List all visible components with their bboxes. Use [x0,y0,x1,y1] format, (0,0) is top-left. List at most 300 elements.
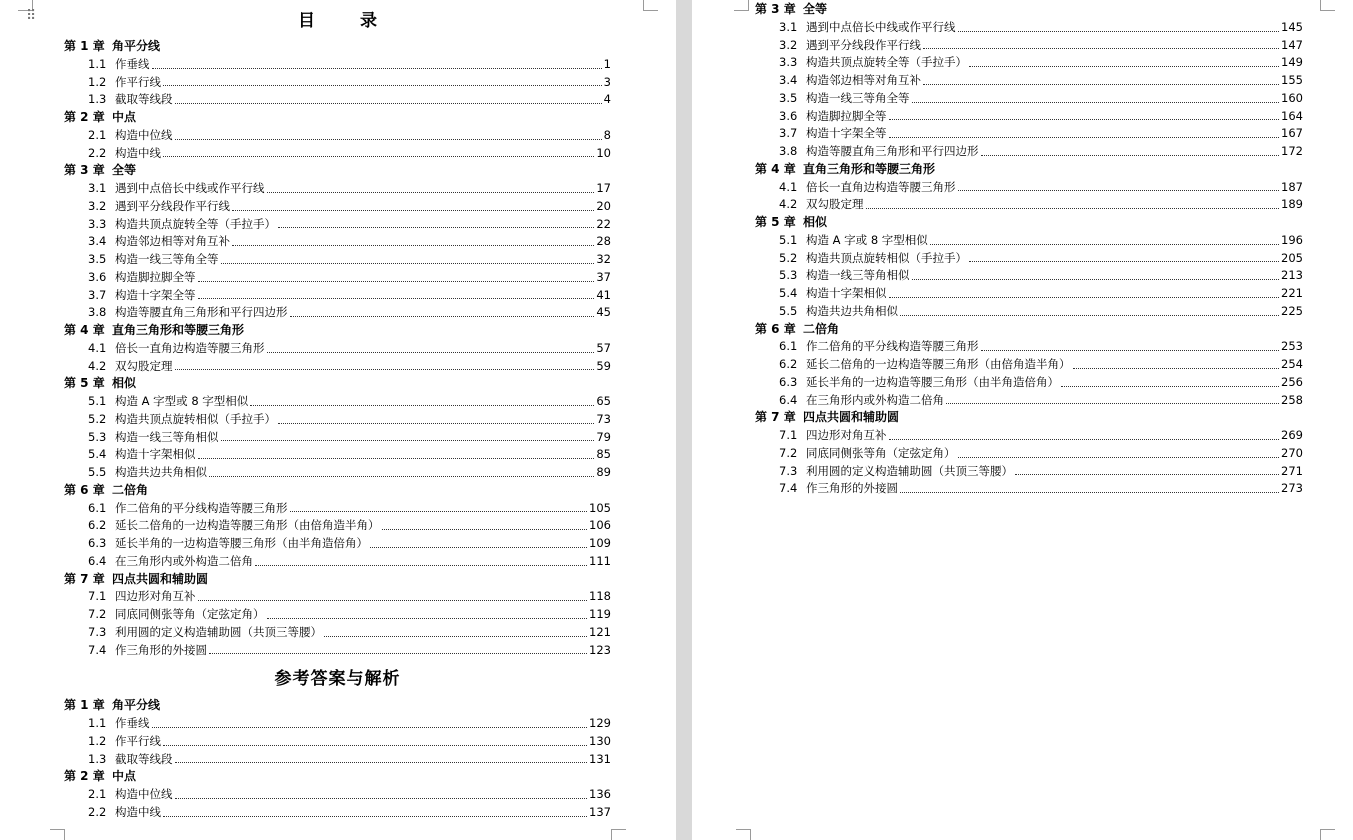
page-number: 129 [589,716,611,730]
toc-entry[interactable] [64,145,611,163]
section-title: 构造十字架全等 [115,287,196,302]
toc-entry[interactable] [64,624,611,642]
dot-leader [1015,463,1279,476]
toc-entry[interactable] [755,427,1303,445]
dot-leader [267,180,595,193]
section-title: 构造中线 [115,145,161,160]
toc-chapter-heading[interactable] [64,571,611,589]
toc-entry[interactable] [64,180,611,198]
section-number: 3.6 [779,108,798,123]
dot-leader [163,804,587,817]
dot-leader [923,37,1279,50]
page-number: 41 [596,287,611,302]
section-number: 6.4 [779,392,798,407]
page-number: 123 [589,642,611,657]
section-number: 4.1 [88,340,107,355]
section-number: 6.3 [779,374,798,389]
toc-entry[interactable] [64,553,611,571]
toc-entry[interactable] [755,143,1303,161]
margin-corner-mark [736,829,751,840]
page-number: 196 [1281,232,1303,247]
toc-entry[interactable] [755,392,1303,410]
page-number: 109 [589,536,611,550]
page-number: 65 [596,394,611,408]
toc-entry[interactable] [755,285,1303,303]
section-title: 构造脚拉脚全等 [806,108,887,123]
dot-leader [278,411,594,424]
section-title: 遇到平分线段作平行线 [115,198,230,213]
toc-entry[interactable] [64,606,611,624]
section-number: 5.1 [88,394,107,408]
page-number: 17 [596,181,611,195]
section-number: 3.4 [88,234,107,249]
page-number: 73 [596,411,611,426]
page-number: 172 [1281,144,1303,158]
dot-leader [175,751,588,764]
answers-section-title: 参考答案与解析 [274,669,401,690]
toc-chapter-heading[interactable] [755,1,1303,19]
page-number: 256 [1281,374,1303,389]
table-of-contents-right [755,1,1303,498]
page-number: 119 [589,607,611,621]
section-number: 2.1 [88,127,107,142]
page-number: 45 [596,305,611,320]
chapter-number: 第 6 章 [64,482,105,497]
page-number: 253 [1281,339,1303,354]
page-number: 37 [596,269,611,284]
section-number: 5.1 [779,232,798,247]
dot-leader [923,72,1279,85]
section-title: 构造邻边相等对角互补 [115,234,230,249]
toc-title: 目 录 [298,11,391,31]
section-title: 延长半角的一边构造等腰三角形（由半角造倍角） [806,374,1059,389]
section-number: 3.3 [88,216,107,231]
page-number: 130 [589,733,611,748]
dot-leader [900,480,1279,493]
section-title: 同底同侧张等角（定弦定角） [115,607,265,621]
toc-entry[interactable] [755,125,1303,143]
page-number: 269 [1281,428,1303,442]
chapter-number: 第 3 章 [755,2,796,16]
toc-entry[interactable] [64,198,611,216]
toc-entry[interactable] [64,804,611,822]
toc-entry[interactable] [64,786,611,804]
page-number: 137 [589,804,611,819]
dot-leader [889,108,1280,121]
chapter-title: 四点共圆和辅助圆 [803,410,900,425]
chapter-title: 中点 [112,110,137,124]
dot-leader [163,733,587,746]
toc-entry[interactable] [64,733,611,751]
toc-entry[interactable] [755,54,1303,72]
page-number: 28 [596,234,611,249]
section-title: 同底同侧张等角（定弦定角） [806,445,956,460]
page-number: 79 [596,429,611,444]
dot-leader [370,535,587,548]
toc-entry[interactable] [755,267,1303,285]
chapter-title: 直角三角形和等腰三角形 [112,323,245,337]
section-title: 构造一线三等角全等 [806,90,910,105]
section-title: 作平行线 [115,733,161,748]
page-number: 89 [596,465,611,479]
page-number: 8 [603,127,611,142]
margin-corner-mark [1320,829,1335,840]
toc-entry[interactable] [755,480,1303,498]
chapter-number: 第 7 章 [64,571,105,586]
chapter-title: 二倍角 [803,321,840,336]
dot-leader [175,91,602,104]
section-title: 作三角形的外接圆 [806,481,898,496]
section-title: 截取等线段 [115,751,173,766]
section-number: 7.3 [779,463,798,478]
section-number: 3.2 [88,198,107,213]
chapter-number: 第 1 章 [64,39,105,53]
section-title: 延长二倍角的一边构造等腰三角形（由倍角造半角） [806,357,1071,371]
section-title: 延长半角的一边构造等腰三角形（由半角造倍角） [115,536,368,550]
section-number: 7.2 [88,607,107,621]
section-title: 四边形对角互补 [115,589,196,604]
toc-chapter-heading[interactable] [755,161,1303,179]
dot-leader [232,198,594,211]
toc-chapter-heading[interactable] [755,409,1303,427]
section-number: 6.1 [88,500,107,515]
dot-leader [198,269,595,282]
toc-entry[interactable] [64,269,611,287]
section-title: 双勾股定理 [115,358,173,373]
dot-leader [163,145,594,158]
toc-entry[interactable] [64,751,611,769]
section-title: 构造中位线 [115,787,173,801]
section-number: 7.1 [779,428,798,442]
toc-chapter-heading[interactable] [64,162,611,180]
toc-entry[interactable] [64,91,611,109]
page-number: 187 [1281,179,1303,194]
section-number: 4.2 [88,358,107,373]
section-title: 双勾股定理 [806,197,864,212]
page-number: 105 [589,500,611,515]
toc-entry[interactable] [755,19,1303,37]
toc-chapter-heading[interactable] [64,322,611,340]
dot-leader [981,338,1280,351]
section-number: 3.6 [88,269,107,284]
toc-entry[interactable] [755,37,1303,55]
section-number: 1.3 [88,92,107,107]
section-number: 5.2 [779,250,798,265]
section-title: 构造脚拉脚全等 [115,269,196,284]
section-number: 1.3 [88,751,107,766]
section-number: 1.1 [88,56,107,71]
toc-chapter-heading[interactable] [64,482,611,500]
toc-entry[interactable] [755,232,1303,250]
page-number: 4 [603,92,611,107]
toc-entry[interactable] [755,303,1303,321]
section-title: 构造一线三等角相似 [115,429,219,444]
chapter-title: 角平分线 [112,39,161,53]
section-number: 3.5 [779,90,798,105]
toc-chapter-heading[interactable] [64,375,611,393]
page-number: 22 [596,216,611,231]
dot-leader [981,143,1280,156]
chapter-title: 全等 [112,163,137,178]
section-number: 5.5 [779,303,798,318]
toc-chapter-heading[interactable] [755,214,1303,232]
dot-leader [958,179,1280,192]
page-number: 57 [596,340,611,355]
chapter-number: 第 4 章 [755,161,796,176]
dot-leader [290,304,595,317]
toc-chapter-heading[interactable] [64,768,611,786]
section-title: 作二倍角的平分线构造等腰三角形 [806,339,979,354]
section-title: 构造等腰直角三角形和平行四边形 [115,305,288,320]
toc-entry[interactable] [755,338,1303,356]
section-title: 四边形对角互补 [806,428,887,442]
section-number: 3.2 [779,37,798,52]
section-title: 构造十字架相似 [115,447,196,462]
toc-entry[interactable] [755,374,1303,392]
chapter-number: 第 7 章 [755,410,796,425]
dot-leader [175,786,588,799]
section-number: 3.7 [779,126,798,141]
dot-leader [255,553,587,566]
toc-entry[interactable] [64,464,611,482]
section-title: 作三角形的外接圆 [115,642,207,657]
toc-chapter-heading[interactable] [64,38,611,56]
section-number: 6.4 [88,553,107,568]
dot-leader [969,54,1279,67]
dot-leader [889,427,1280,440]
page-number: 10 [596,145,611,160]
page-number: 221 [1281,286,1303,300]
chapter-title: 二倍角 [112,482,149,497]
dot-leader [958,19,1280,32]
dot-leader [1061,374,1279,387]
toc-entry[interactable] [64,340,611,358]
toc-entry[interactable] [64,358,611,376]
dot-leader [1073,356,1280,369]
page-number: 258 [1281,392,1303,407]
section-number: 5.5 [88,465,107,479]
toc-chapter-list [64,38,611,659]
section-number: 6.2 [779,357,798,371]
section-number: 7.4 [779,481,798,496]
page-number: 164 [1281,108,1303,123]
dot-leader [175,127,602,140]
section-number: 4.2 [779,197,798,212]
dot-leader [267,340,595,353]
page-number: 155 [1281,73,1303,87]
section-number: 2.1 [88,787,107,801]
page-number: 3 [603,74,611,89]
chapter-number: 第 3 章 [64,163,105,178]
dot-leader [278,216,594,229]
dot-leader [889,125,1280,138]
dot-leader [152,715,588,728]
section-number: 7.4 [88,642,107,657]
dot-leader [163,74,602,87]
toc-entry[interactable] [64,642,611,660]
section-title: 构造共顶点旋转相似（手拉手） [806,250,967,265]
chapter-number: 第 5 章 [755,215,796,229]
section-title: 作垂线 [115,716,150,730]
page-number: 145 [1281,19,1303,34]
toc-chapter-heading[interactable] [755,321,1303,339]
toc-entry[interactable] [64,411,611,429]
toc-entry[interactable] [755,445,1303,463]
section-number: 3.8 [779,144,798,158]
toc-entry[interactable] [64,715,611,733]
chapter-title: 中点 [112,769,137,784]
toc-entry[interactable] [64,74,611,92]
dot-leader [958,445,1280,458]
section-title: 遇到中点倍长中线或作平行线 [115,181,265,195]
section-number: 7.2 [779,445,798,460]
page-number: 205 [1281,250,1303,265]
toc-entry[interactable] [64,127,611,145]
table-move-handle-icon[interactable]: ⠿ [26,8,36,24]
section-title: 构造一线三等角全等 [115,252,219,266]
section-number: 5.4 [88,447,107,462]
dot-leader [324,624,587,637]
toc-chapter-heading[interactable] [64,109,611,127]
dot-leader [946,392,1279,405]
dot-leader [198,446,595,459]
section-title: 利用圆的定义构造辅助圆（共顶三等腰） [115,624,322,639]
dot-leader [175,358,595,371]
dot-leader [382,517,588,530]
page-number: 149 [1281,55,1303,70]
section-title: 倍长一直角边构造等腰三角形 [806,179,956,194]
page-number: 136 [589,787,611,801]
page-number: 85 [596,447,611,462]
section-title: 构造中线 [115,804,161,819]
dot-leader [290,500,588,513]
section-title: 在三角形内或外构造二倍角 [115,553,253,568]
section-title: 利用圆的定义构造辅助圆（共顶三等腰） [806,463,1013,478]
toc-chapter-heading[interactable] [64,697,611,715]
margin-corner-mark [50,829,65,840]
section-number: 5.2 [88,411,107,426]
page-number: 270 [1281,445,1303,460]
toc-entry[interactable] [64,446,611,464]
section-number: 6.1 [779,339,798,354]
section-title: 作二倍角的平分线构造等腰三角形 [115,500,288,515]
toc-entry[interactable] [64,588,611,606]
toc-entry[interactable] [64,517,611,535]
toc-chapter-list-continued [755,1,1303,498]
dot-leader [969,250,1279,263]
toc-entry[interactable] [755,108,1303,126]
section-title: 构造共顶点旋转全等（手拉手） [115,216,276,231]
section-title: 在三角形内或外构造二倍角 [806,392,944,407]
section-title: 构造 A 字型或 8 字型相似 [115,394,249,408]
toc-entry[interactable] [64,393,611,411]
page-number: 147 [1281,37,1303,52]
chapter-number: 第 1 章 [64,698,105,713]
toc-entry[interactable] [755,196,1303,214]
toc-entry[interactable] [755,90,1303,108]
section-number: 3.4 [779,73,798,87]
dot-leader [912,90,1280,103]
dot-leader [209,464,594,477]
toc-entry[interactable] [755,463,1303,481]
chapter-number: 第 4 章 [64,323,105,337]
section-title: 遇到平分线段作平行线 [806,37,921,52]
section-number: 1.2 [88,74,107,89]
dot-leader [930,232,1279,245]
toc-entry[interactable] [64,429,611,447]
dot-leader [198,287,595,300]
section-number: 3.3 [779,55,798,70]
dot-leader [198,588,588,601]
section-title: 延长二倍角的一边构造等腰三角形（由倍角造半角） [115,518,380,533]
section-number: 3.7 [88,287,107,302]
section-number: 5.4 [779,286,798,300]
page-number: 1 [603,56,611,71]
page-number: 111 [589,553,611,568]
section-number: 3.8 [88,305,107,320]
page-number: 254 [1281,357,1303,371]
page-number: 32 [596,252,611,266]
margin-corner-mark [643,0,658,11]
section-number: 4.1 [779,179,798,194]
toc-entry[interactable] [755,356,1303,374]
section-title: 构造共顶点旋转相似（手拉手） [115,411,276,426]
toc-entry[interactable] [755,179,1303,197]
toc-entry[interactable] [755,72,1303,90]
section-number: 6.2 [88,518,107,533]
toc-entry[interactable] [64,304,611,322]
section-number: 7.3 [88,624,107,639]
section-number: 5.3 [779,268,798,283]
section-number: 3.5 [88,252,107,266]
section-title: 构造邻边相等对角互补 [806,73,921,87]
section-title: 构造共顶点旋转全等（手拉手） [806,55,967,70]
toc-entry[interactable] [64,216,611,234]
dot-leader [912,267,1280,280]
section-number: 2.2 [88,145,107,160]
section-number: 7.1 [88,589,107,604]
section-title: 构造共边共角相似 [115,465,207,479]
page-number: 118 [589,589,611,604]
page-number: 160 [1281,90,1303,105]
toc-entry[interactable] [64,251,611,269]
toc-entry[interactable] [64,233,611,251]
answers-chapter-list [64,697,611,821]
chapter-title: 全等 [803,2,828,16]
chapter-number: 第 6 章 [755,321,796,336]
section-title: 构造一线三等角相似 [806,268,910,283]
toc-entry[interactable] [64,500,611,518]
page-number: 225 [1281,303,1303,318]
toc-entry[interactable] [64,535,611,553]
dot-leader [152,56,602,69]
section-title: 作垂线 [115,56,150,71]
section-title: 截取等线段 [115,92,173,107]
toc-entry[interactable] [64,56,611,74]
chapter-title: 四点共圆和辅助圆 [112,571,209,586]
dot-leader [221,429,595,442]
section-title: 构造共边共角相似 [806,303,898,318]
margin-corner-mark [1320,0,1335,11]
section-title: 构造中位线 [115,127,173,142]
dot-leader [221,251,595,264]
chapter-number: 第 2 章 [64,110,105,124]
toc-entry[interactable] [755,250,1303,268]
dot-leader [889,285,1280,298]
dot-leader [866,196,1280,209]
dot-leader [209,642,587,655]
toc-entry[interactable] [64,287,611,305]
